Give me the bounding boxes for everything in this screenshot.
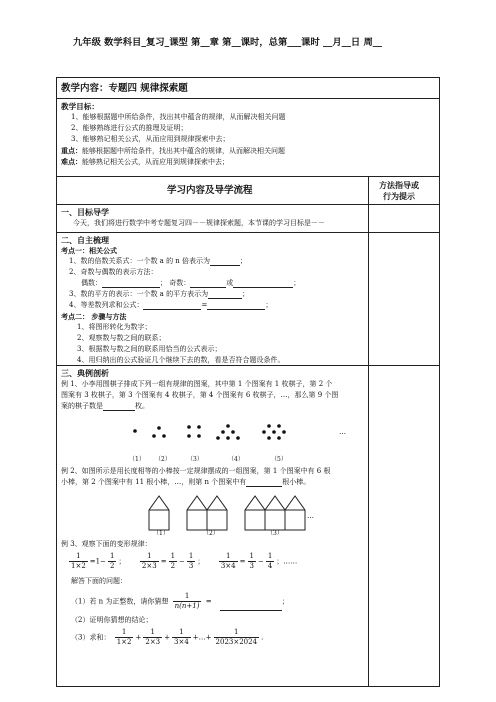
ex1-line2: 图案有 3 枚棋子，第 3 个图案有 4 枚棋子，第 4 个图案有 6 枚棋子，…，那么第 9 个图	[61, 391, 339, 399]
side-header-line1: 方法指导或	[379, 180, 419, 190]
answer-blank	[102, 279, 160, 288]
page-header: 九年级 数学科目_复习_课型 第__章 第__课时，总第___课时 __月__日 周__	[73, 37, 383, 48]
fraction: $\frac{1}{1\times 2}$	[71, 552, 86, 571]
ex2-line2	[61, 478, 310, 487]
flow-header-row	[57, 176, 439, 204]
fraction: $\frac{1}{3}$	[249, 552, 254, 571]
ex1-line3	[61, 402, 149, 411]
fraction: $\frac{1}{2\times 3}$	[145, 628, 161, 647]
answer-blank	[246, 478, 282, 487]
answer-blank	[208, 290, 242, 299]
goal-item-1: 1、能够根据题中所给条件，找出其中蕴含的规律，从而解决相关问题	[71, 113, 286, 121]
ex1-caption-2: （2）	[155, 456, 171, 463]
fraction: $\frac{1}{2}$	[170, 552, 176, 571]
odd-label: ； 奇数：	[160, 279, 191, 287]
ex1-caption-5: （5）	[271, 456, 287, 463]
ex2-line1: 例 2、如图所示是用长度相等的小棒按一定规律摆成的一组图案，第 1 个图案中有 6 根	[61, 467, 331, 475]
section1-text: 今天，我们将进行数学中考专题复习四－－规律探索题，本节课的学习目标是－－	[73, 219, 325, 227]
formula-4-text: 4、等差数列求和公式：	[69, 301, 144, 309]
section-examples	[57, 365, 439, 687]
kp1-title: 考点一：相关公式	[61, 246, 117, 255]
section1-title: 一、目标导学	[61, 207, 109, 217]
ex1-caption-1: （1）	[129, 456, 145, 463]
fraction: $\frac{1}{2023\times 2024}$	[215, 628, 258, 647]
ex1-line3-text: 案的棋子数是	[61, 402, 103, 410]
fraction: $\frac{1}{1\times 2}$	[116, 628, 132, 647]
answer-blank	[207, 301, 265, 310]
answer-blank	[210, 257, 240, 266]
goal-item-3: 3、能够熟记相关公式，从而应用到规律探索中去；	[71, 135, 230, 143]
ex1-line1: 例 1、小李用围棋子排成下列一组有规律的图案，其中第 1 个图案有 1 枚棋子，第 2 个	[61, 380, 333, 388]
formula-2-detail: 偶数： ； 奇数： 或 ；	[81, 279, 301, 287]
answer-blank	[233, 279, 293, 288]
formula-3: 3、数的平方的表示：一个数 a 的平方表示为 ；	[69, 290, 250, 298]
formula-4-eq: =	[201, 301, 208, 309]
ex1-ellipsis: …	[339, 428, 346, 436]
fraction: $\frac{1}{3\times 4}$	[174, 628, 189, 647]
formula-4: 4、等差数列求和公式： = ；	[69, 301, 273, 309]
answer-blank	[103, 402, 135, 411]
stick-house-patterns	[147, 490, 347, 542]
section2-title: 二、自主梳理	[61, 235, 109, 245]
step-1: 1、将图形转化为数字；	[77, 323, 152, 331]
ex1-caption-3: （3）	[187, 456, 203, 463]
ex2-caption-2: （2）	[203, 530, 219, 537]
ex2-line2-text: 小棒，第 2 个图案中有 11 根小棒，…，则第 n 个图案中有	[61, 478, 247, 486]
ex1-line3-end: 枚。	[135, 402, 149, 410]
formula-1: 1、数的倍数关系式：一个数 a 的 n 倍表示为 ；	[69, 257, 248, 265]
ex3-line1: 例 3、观察下面的变形规律：	[61, 540, 152, 548]
key-point-label: 重点：	[61, 146, 82, 155]
ex3-answer-intro: 解答下面的问题：	[71, 577, 127, 585]
section-goal-intro	[57, 204, 439, 232]
ex3-question-3: （3）求和： $\frac{1}{1\times 2}$ + $\frac{1}{2\times 3}$ + $\frac{1}{3\times 4}$ +…+ $\frac{1}{2023\times 2024}$ .	[71, 628, 264, 647]
fraction: $\frac{1}{3\times 4}$	[220, 552, 236, 571]
ex3-question-1: （1）若 n 为正整数，请你猜想 $\frac{1}{n(n+1)}$ = ；	[71, 592, 289, 611]
ex2-caption-3: （3）	[267, 530, 283, 537]
goal-item-2: 2、能够熟练进行公式的推理及证明；	[71, 124, 188, 132]
kp2-title: 考点二： 步骤与方法	[61, 312, 127, 321]
difficulty-text: 能够熟记相关公式，从而应用到规律探索中去；	[82, 158, 229, 166]
section-self-review	[57, 232, 439, 365]
section3-title: 三、典例剖析	[61, 368, 109, 378]
answer-blank	[143, 301, 201, 310]
formula-3-text: 3、数的平方的表示：一个数 a 的平方表示为	[69, 290, 209, 298]
lesson-title: 教学内容：专题四 规律探索题	[61, 83, 188, 94]
ex2-ellipsis: …	[307, 512, 314, 520]
ex3-question-2: （2）证明你猜想的结论；	[71, 616, 153, 624]
fraction: $\frac{1}{n(n+1)}$	[174, 592, 200, 611]
ex1-caption-4: （4）	[228, 456, 244, 463]
formula-1-text: 1、数的倍数关系式：一个数 a 的 n 倍表示为	[69, 257, 211, 265]
goals-label: 教学目标：	[61, 102, 99, 111]
key-point-text: 能够根据题中所给条件，找出其中蕴含的规律，从而解决相关问题	[82, 147, 285, 155]
step-2: 2、观察数与数之间的联系；	[77, 334, 166, 342]
step-4: 4、用归纳出的公式验证几个继续下去的数，看是否符合题设条件。	[77, 356, 285, 364]
side-header-line2: 行为提示	[383, 191, 415, 201]
difficulty-label: 难点：	[61, 157, 82, 166]
fraction: $\frac{1}{2\times 3}$	[141, 552, 157, 571]
formula-2-text: 2、奇数与偶数的表示方法：	[69, 268, 158, 276]
fraction: $\frac{1}{4}$	[267, 552, 273, 571]
even-label: 偶数：	[81, 279, 102, 287]
flow-header: 学习内容及导学流程	[167, 185, 253, 196]
lesson-sheet	[56, 77, 440, 687]
ex3-equations: $\frac{1}{1\times 2}$ =1− $\frac{1}{2}$ ； $\frac{1}{2\times 3}$ = $\frac{1}{2}$ − $\frac{1}{3}$ ； $\frac{1}{3\times 4}$ = $\frac{1}{3}$ − $\frac{1}{4}$ ；……	[71, 552, 298, 571]
fraction: $\frac{1}{2}$	[109, 552, 115, 571]
ex2-caption-1: （1）	[153, 530, 169, 537]
answer-blank	[190, 279, 226, 288]
fraction: $\frac{1}{3}$	[188, 552, 194, 571]
step-3: 3、根据数与数之间的联系用恰当的公式表示；	[77, 345, 222, 353]
ex2-line2-end: 根小棒。	[282, 478, 311, 486]
answer-blank	[220, 602, 282, 611]
or-label: 或	[226, 279, 234, 287]
